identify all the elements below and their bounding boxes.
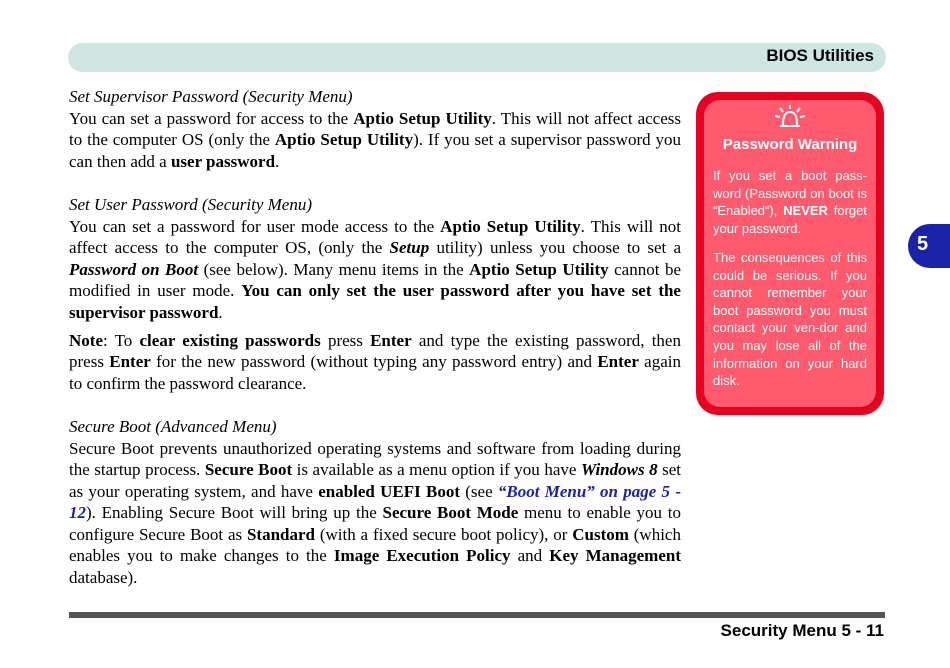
page-footer-title: Security Menu 5 - 11	[720, 621, 884, 640]
warning-paragraph-1: If you set a boot pass-word (Password on boot is “Enabled“), NEVER forget your password.	[713, 168, 868, 236]
chapter-tab	[908, 224, 950, 268]
main-content	[69, 86, 681, 589]
user-paragraph: You can set a password for user mode access to the Aptio Setup Utility. This will not affect access to the computer OS, (only the Setup utility) unless you choose to set a Password on Boot (see below). Many menu items in the Aptio Setup Utility cannot be modified in user mode. You can only set the user password after you have set the supervisor password.	[69, 216, 681, 322]
footer-rule	[69, 612, 885, 618]
supervisor-paragraph: You can set a password for access to the Aptio Setup Utility. This will not affect access to the computer OS (only the Aptio Setup Utility). If you set a supervisor password you can then add a user password.	[69, 108, 681, 171]
secure-boot-paragraph: Secure Boot prevents unauthorized operating systems and software from loading during the startup process. Secure Boot is available as a menu option if you have Windows 8 set as your operating system, and have enabled UEFI Boot (see “Boot Menu” on page 5 - 12). Enabling Secure Boot will bring up the Secure Boot Mode menu to enable you to configure Secure Boot as Standard (with a fixed secure boot policy), or Custom (which enables you to make changes to the Image Execution Policy and Key Management database).	[69, 438, 681, 588]
user-heading: Set User Password (Security Menu)	[69, 194, 312, 214]
warning-title: Password Warning	[722, 136, 858, 153]
header-bar	[68, 43, 886, 72]
warning-paragraph-2: The consequences of this could be serious. If you cannot remember your boot password you must contact your ven-dor and you may lose all of the information on your hard disk.	[713, 250, 867, 389]
secure-boot-heading: Secure Boot (Advanced Menu)	[69, 416, 277, 436]
page-header-title: BIOS Utilities	[766, 46, 874, 65]
boot-menu-link[interactable]: “Boot Menu” on page 5 - 12	[69, 481, 681, 523]
chapter-number: 5	[917, 233, 929, 255]
note-paragraph: Note: To clear existing passwords press Enter and type the existing password, then press Enter for the new password (without typing any password entry) and Enter again to confirm the password clearance.	[69, 330, 681, 393]
supervisor-heading: Set Supervisor Password (Security Menu)	[69, 87, 353, 106]
alarm-bell-icon	[772, 104, 808, 130]
